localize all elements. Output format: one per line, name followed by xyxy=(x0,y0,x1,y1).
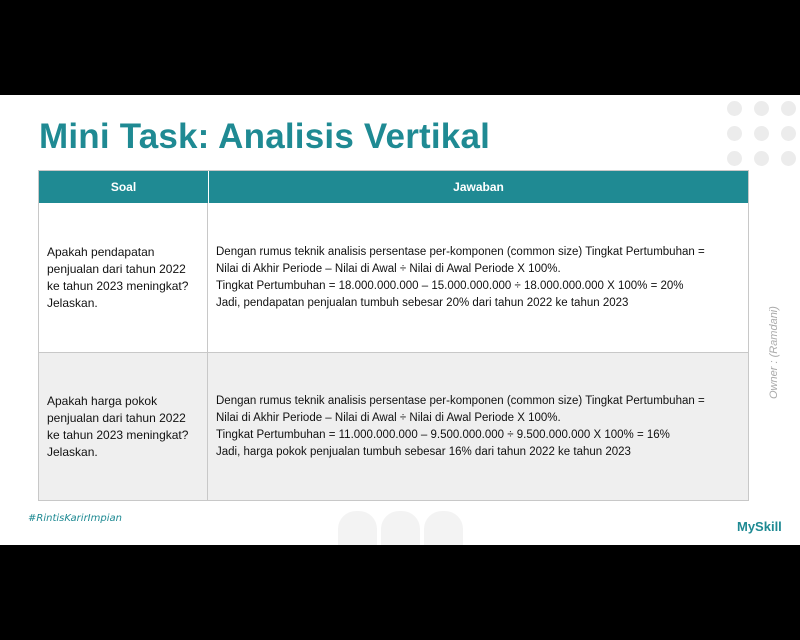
bump-shape xyxy=(338,511,377,545)
decorative-dots xyxy=(727,101,800,167)
dot-icon xyxy=(727,101,742,116)
answer-line: Tingkat Pertumbuhan = 18.000.000.000 – 15.000.000.000 ÷ 18.000.000.000 X 100% = 20% xyxy=(216,279,684,292)
answer-line: Dengan rumus teknik analisis persentase per-komponen (common size) Tingkat Pertumbuhan = xyxy=(216,394,705,407)
answer-cell xyxy=(208,203,748,352)
answer-cell xyxy=(208,353,748,500)
answer-line: Nilai di Akhir Periode – Nilai di Awal ÷ Nilai di Awal Periode X 100%. xyxy=(216,411,561,424)
table-header xyxy=(39,171,748,203)
bump-shape xyxy=(424,511,463,545)
answer-line: Jadi, pendapatan penjualan tumbuh sebesar 20% dari tahun 2022 ke tahun 2023 xyxy=(216,296,629,309)
answer-line: Jadi, harga pokok penjualan tumbuh sebesar 16% dari tahun 2022 ke tahun 2023 xyxy=(216,445,631,458)
question-cell: Apakah pendapatan penjualan dari tahun 2022 ke tahun 2023 meningkat? Jelaskan. xyxy=(39,203,208,352)
header-soal: Soal xyxy=(110,180,137,194)
dot-icon xyxy=(727,151,742,166)
myskill-logo: MySkill xyxy=(737,519,782,534)
dot-icon xyxy=(727,126,742,141)
dot-icon xyxy=(781,101,796,116)
decorative-shapes xyxy=(338,511,468,545)
slide-title: Mini Task: Analisis Vertikal xyxy=(39,117,491,156)
dot-icon xyxy=(754,151,769,166)
hashtag: #RintisKarirImpian xyxy=(28,513,122,524)
owner-label: Owner : (Ramdani) xyxy=(768,306,780,399)
question-cell: Apakah harga pokok penjualan dari tahun 2022 ke tahun 2023 meningkat? Jelaskan. xyxy=(39,353,208,500)
dot-icon xyxy=(754,101,769,116)
dot-icon xyxy=(781,126,796,141)
table-row xyxy=(39,353,748,500)
header-jawaban: Jawaban xyxy=(208,171,748,203)
answer-line: Nilai di Akhir Periode – Nilai di Awal ÷ Nilai di Awal Periode X 100%. xyxy=(216,262,561,275)
bump-shape xyxy=(381,511,420,545)
dot-icon xyxy=(781,151,796,166)
slide xyxy=(0,95,800,545)
table-row xyxy=(39,203,748,353)
answer-line: Dengan rumus teknik analisis persentase per-komponen (common size) Tingkat Pertumbuhan = xyxy=(216,245,705,258)
dot-icon xyxy=(754,126,769,141)
task-table xyxy=(38,170,749,501)
answer-line: Tingkat Pertumbuhan = 11.000.000.000 – 9.500.000.000 ÷ 9.500.000.000 X 100% = 16% xyxy=(216,428,670,441)
